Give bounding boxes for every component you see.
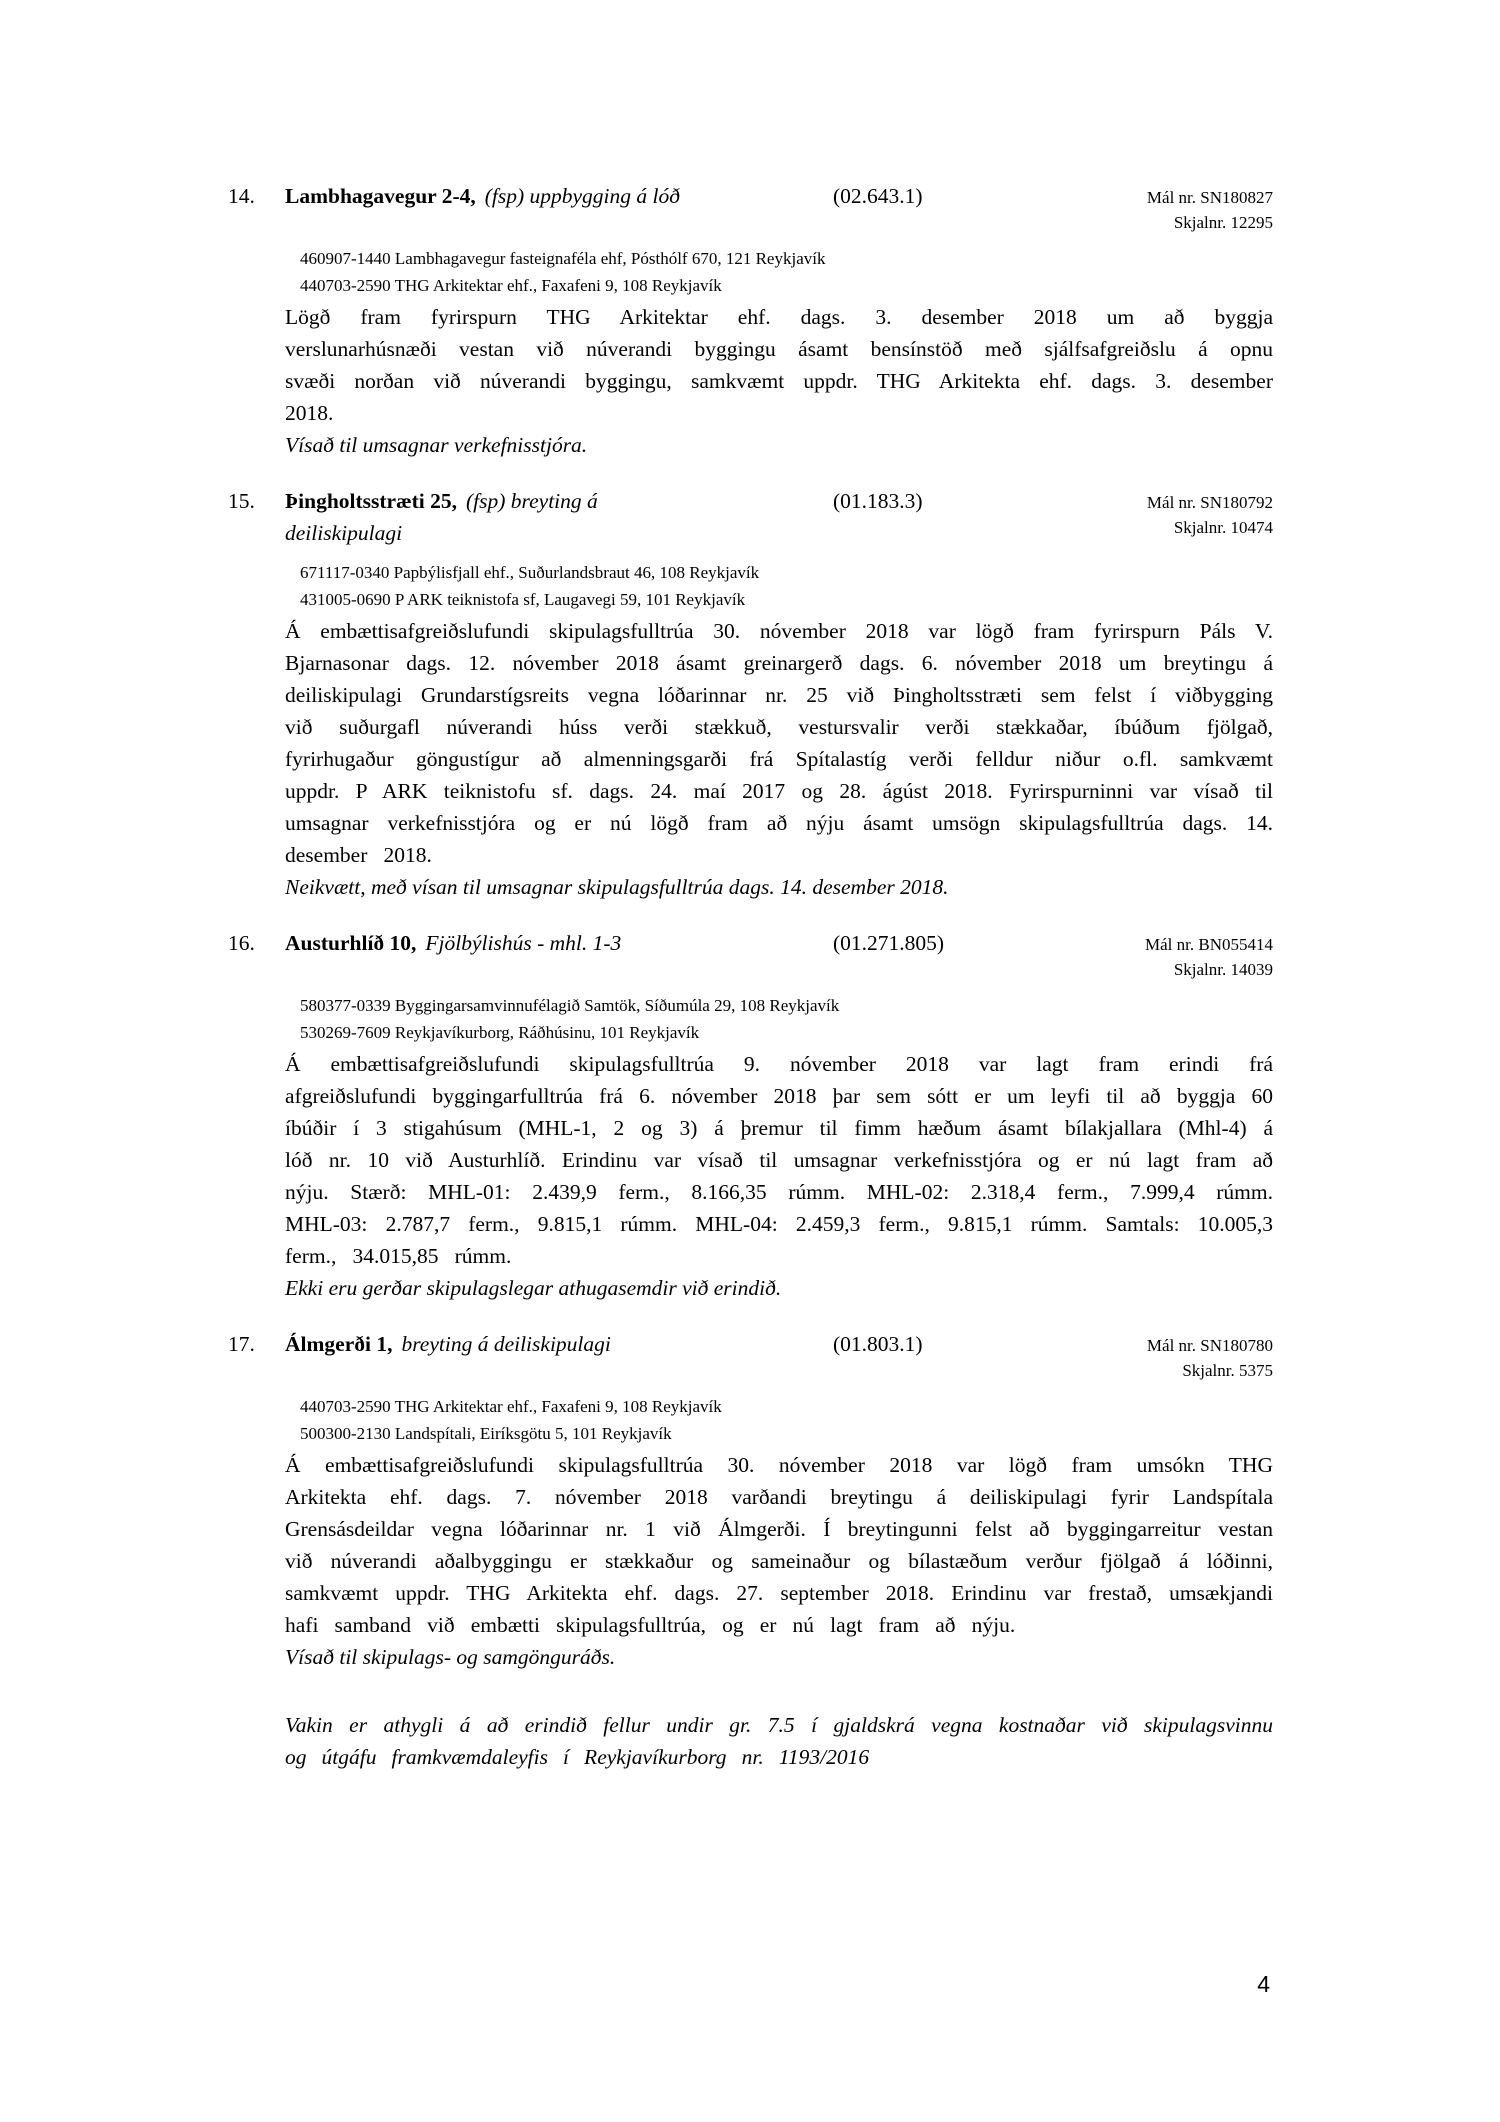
address-line: 500300-2130 Landspítali, Eiríksgötu 5, 101 Reykjavík	[300, 1424, 672, 1443]
item-case-code: (01.803.1)	[833, 1332, 923, 1356]
item-decision: Vísað til umsagnar verkefnisstjóra.	[285, 433, 588, 457]
item-number: 15.	[228, 489, 255, 513]
case-number: Mál nr. SN180827	[1146, 188, 1273, 207]
item-decision: Neikvætt, með vísan til umsagnar skipulagsfulltrúa dags. 14. desember 2018.	[285, 875, 949, 899]
address-line: 580377-0339 Byggingarsamvinnufélagið Samtök, Síðumúla 29, 108 Reykjavík	[300, 996, 840, 1015]
notification-addresses	[300, 1393, 1273, 1447]
case-number: Mál nr. BN055414	[1145, 935, 1273, 954]
case-reference	[944, 927, 1273, 982]
item-heading	[228, 1328, 1273, 1383]
item-body-text: Á embættisafgreiðslufundi skipulagsfulltrúa 30. nóvember 2018 var lögð fram fyrirspurn Páls V. Bjarnasonar dags. 12. nóvember 2018 ásamt greinargerð dags. 6. nóvember 2018 um breytingu á deiliskipulagi Grundarstígsreits vegna lóðarinnar nr. 25 við Þingholtsstræti sem felst í viðbygging við suðurgafl núverandi húss verði stækkuð, vestursvalir verði stækkaðar, íbúðum fjölgað, fyrirhugaður göngustígur að almenningsgarði frá Spítalastíg verði felldur niður o.fl. samkvæmt uppdr. P ARK teiknistofu sf. dags. 24. maí 2017 og 28. ágúst 2018. Fyrirspurninni var vísað til umsagnar verkefnisstjóra og er nú lögð fram að nýju ásamt umsögn skipulagsfulltrúa dags. 14. desember 2018.	[285, 619, 1273, 867]
case-reference	[923, 180, 1273, 235]
address-line: 440703-2590 THG Arkitektar ehf., Faxafeni 9, 108 Reykjavík	[300, 276, 722, 295]
address-line: 530269-7609 Reykjavíkurborg, Ráðhúsinu, 101 Reykjavík	[300, 1023, 700, 1042]
item-body-text: Lögð fram fyrirspurn THG Arkitektar ehf. dags. 3. desember 2018 um að byggja verslunarhúsnæði vestan við núverandi byggingu ásamt bensínstöð með sjálfsafgreiðslu á opnu svæði norðan við núverandi byggingu, samkvæmt uppdr. THG Arkitekta ehf. dags. 3. desember 2018.	[285, 305, 1273, 425]
agenda-item-16	[228, 927, 1273, 1304]
item-heading	[228, 927, 1273, 982]
case-reference	[923, 1328, 1273, 1383]
agenda-item-17	[228, 1328, 1273, 1673]
item-subtitle: Fjölbýlishús - mhl. 1-3	[425, 931, 622, 955]
case-number: Mál nr. SN180792	[1146, 493, 1273, 512]
document-number: Skjalnr. 12295	[1173, 213, 1273, 232]
item-decision: Ekki eru gerðar skipulagslegar athugasemdir við erindið.	[285, 1276, 782, 1300]
address-line: 440703-2590 THG Arkitektar ehf., Faxafeni 9, 108 Reykjavík	[300, 1397, 722, 1416]
item-number: 17.	[228, 1332, 255, 1356]
notification-addresses	[300, 245, 1273, 299]
address-line: 460907-1440 Lambhagavegur fasteignaféla ehf, Pósthólf 670, 121 Reykjavík	[300, 249, 826, 268]
item-subtitle: breyting á deiliskipulagi	[401, 1332, 611, 1356]
item-street: Þingholtsstræti 25,	[285, 489, 457, 513]
document-number: Skjalnr. 10474	[1173, 518, 1273, 537]
fee-notice: Vakin er athygli á að erindið fellur undir gr. 7.5 í gjaldskrá vegna kostnaðar við skipulagsvinnu og útgáfu framkvæmdaleyfis í Reykjavíkurborg nr. 1193/2016	[285, 1713, 1273, 1769]
item-body-text: Á embættisafgreiðslufundi skipulagsfulltrúa 9. nóvember 2018 var lagt fram erindi frá afgreiðslufundi byggingarfulltrúa frá 6. nóvember 2018 þar sem sótt er um leyfi til að byggja 60 íbúðir í 3 stigahúsum (MHL-1, 2 og 3) á þremur til fimm hæðum ásamt bílakjallara (Mhl-4) á lóð nr. 10 við Austurhlíð. Erindinu var vísað til umsagnar verkefnisstjóra og er nú lagt fram að nýju. Stærð: MHL-01: 2.439,9 ferm., 8.166,35 rúmm. MHL-02: 2.318,4 ferm., 7.999,4 rúmm. MHL-03: 2.787,7 ferm., 9.815,1 rúmm. MHL-04: 2.459,3 ferm., 9.815,1 rúmm. Samtals: 10.005,3 ferm., 34.015,85 rúmm.	[285, 1052, 1273, 1268]
address-line: 671117-0340 Papbýlisfjall ehf., Suðurlandsbraut 46, 108 Reykjavík	[300, 563, 760, 582]
item-title	[285, 485, 705, 549]
document-number: Skjalnr. 5375	[1182, 1361, 1273, 1380]
item-street: Lambhagavegur 2-4,	[285, 184, 476, 208]
item-subtitle: (fsp) uppbygging á lóð	[484, 184, 681, 208]
agenda-item-15	[228, 485, 1273, 903]
notification-addresses	[300, 559, 1273, 613]
item-title	[285, 180, 705, 212]
item-title	[285, 1328, 705, 1360]
case-reference	[923, 485, 1273, 540]
document-number: Skjalnr. 14039	[1173, 960, 1273, 979]
item-case-code: (01.183.3)	[833, 489, 923, 513]
item-heading	[228, 485, 1273, 549]
notification-addresses	[300, 992, 1273, 1046]
document-content	[228, 180, 1273, 1773]
item-heading	[228, 180, 1273, 235]
item-case-code: (01.271.805)	[833, 931, 945, 955]
item-number: 16.	[228, 931, 255, 955]
case-number: Mál nr. SN180780	[1146, 1336, 1273, 1355]
address-line: 431005-0690 P ARK teiknistofa sf, Laugavegi 59, 101 Reykjavík	[300, 590, 746, 609]
item-body-text: Á embættisafgreiðslufundi skipulagsfulltrúa 30. nóvember 2018 var lögð fram umsókn THG Arkitekta ehf. dags. 7. nóvember 2018 varðandi breytingu á deiliskipulagi fyrir Landspítala Grensásdeildar vegna lóðarinnar nr. 1 við Álmgerði. Í breytingunni felst að byggingarreitur vestan við núverandi aðalbyggingu er stækkaður og sameinaður og bílastæðum verður fjölgað á lóðinni, samkvæmt uppdr. THG Arkitekta ehf. dags. 27. september 2018. Erindinu var frestað, umsækjandi hafi samband við embætti skipulagsfulltrúa, og er nú lagt fram að nýju.	[285, 1453, 1273, 1637]
item-subtitle: (fsp) breyting á deiliskipulagi	[285, 489, 598, 545]
item-street: Austurhlíð 10,	[285, 931, 417, 955]
item-title	[285, 927, 705, 959]
item-number: 14.	[228, 184, 255, 208]
agenda-item-14	[228, 180, 1273, 461]
page-number: 4	[1257, 1971, 1270, 1997]
item-decision: Vísað til skipulags- og samgönguráðs.	[285, 1645, 616, 1669]
item-street: Álmgerði 1,	[285, 1332, 393, 1356]
item-case-code: (02.643.1)	[833, 184, 923, 208]
